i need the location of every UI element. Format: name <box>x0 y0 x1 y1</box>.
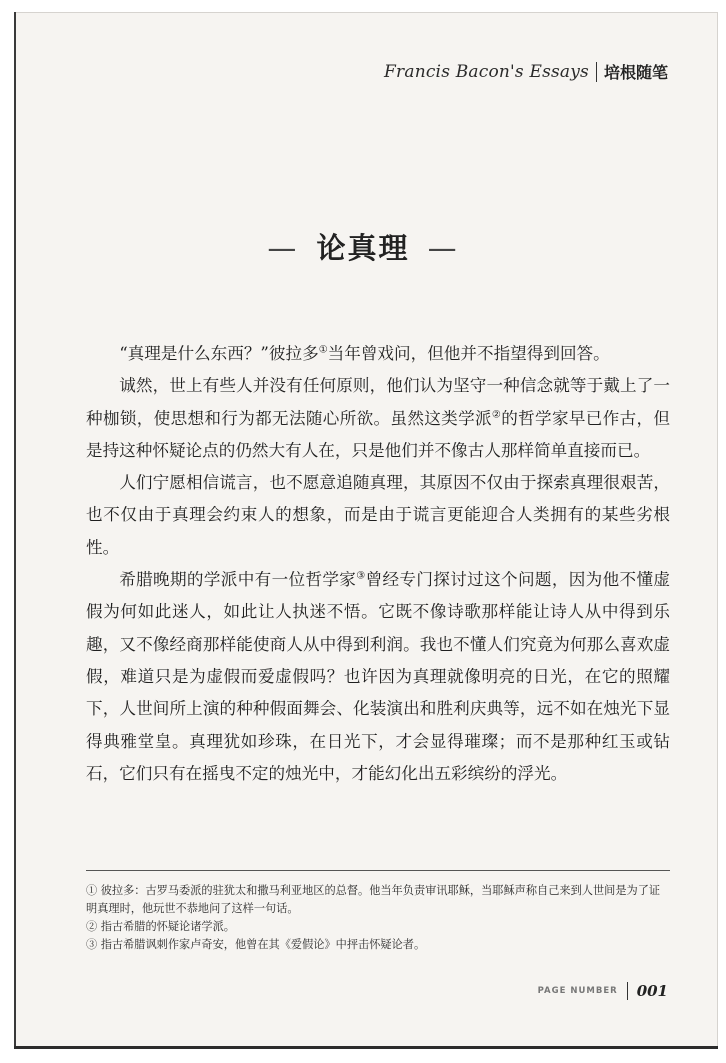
paragraph-text: 诚然，世上有些人并没有任何原则，他们认为坚守一种信念就等于戴上了一种枷锁，使思想和行为都无法随心所欲。虽然这类学派 <box>86 376 670 428</box>
footnote-1: ① 彼拉多：古罗马委派的驻犹太和撒马利亚地区的总督。他当年负责审讯耶稣，当耶稣声称自己来到人世间是为了证明真理时，他玩世不恭地问了这样一句话。 <box>86 884 661 915</box>
page-left-edge <box>14 12 16 1049</box>
footnotes <box>86 882 670 954</box>
page-number-label: PAGE NUMBER <box>537 986 618 996</box>
paragraph-text: “真理是什么东西？”彼拉多 <box>119 344 319 363</box>
footnote-ref-2: ② <box>491 409 502 421</box>
page-bottom-edge <box>14 1046 718 1049</box>
paragraph-3 <box>86 467 670 564</box>
paragraph-text: 希腊晚期的学派中有一位哲学家 <box>119 570 357 590</box>
paragraph-text: 的哲学家早已作古，但是持这种怀疑论点的仍然大有人在，只是他们并不像古人那样简单直接而已。 <box>86 408 671 460</box>
chapter-title <box>0 226 726 267</box>
paragraph-1 <box>86 338 670 370</box>
footnote-3: ③ 指古希腊讽刺作家卢奇安，他曾在其《爱假论》中抨击怀疑论者。 <box>86 938 426 951</box>
paragraph-text: 曾经专门探讨过这个问题，因为他不懂虚假为何如此迷人，如此让人执迷不悟。它既不像诗歌那样能让诗人从中得到乐趣，又不像经商那样能使商人从中得到利润。我也不懂人们究竟为何那么喜欢虚假，难道只是为虚假而爱虚假吗？也许因为真理就像明亮的日光，在它的照耀下，人世间所上演的种种假面舞会、化装演出和胜利庆典等，远不如在烛光下显得典雅堂皇。真理犹如珍珠，在日光下，才会显得璀璨；而不是那种红玉或钻石，它们只有在摇曳不定的烛光中，才能幻化出五彩缤纷的浮光。 <box>86 570 671 783</box>
running-head <box>384 60 668 83</box>
title-dash-right: — <box>427 231 459 265</box>
page-number-divider <box>627 982 628 1000</box>
paragraph-2 <box>86 370 670 467</box>
footnote-ref-3: ③ <box>356 570 366 582</box>
paragraph-text: 人们宁愿相信谎言，也不愿意追随真理，其原因不仅由于探索真理很艰苦，也不仅由于真理会约束人的想象，而是由于谎言更能迎合人类拥有的某些劣根性。 <box>86 473 670 557</box>
essay-body <box>86 338 670 790</box>
footnote-divider <box>86 870 670 871</box>
running-head-divider <box>596 62 597 82</box>
footnote-2: ② 指古希腊的怀疑论诸学派。 <box>86 920 235 933</box>
paragraph-text: 当年曾戏问，但他并不指望得到回答。 <box>327 344 610 363</box>
paragraph-4 <box>86 564 670 790</box>
chapter-title-text: 论真理 <box>316 231 410 265</box>
book-english-title: Francis Bacon's Essays <box>384 61 589 82</box>
title-dash-left: — <box>267 231 299 265</box>
footnote-ref-1: ① <box>318 344 328 356</box>
page-number: 001 <box>636 982 668 1000</box>
book-chinese-title: 培根随笔 <box>603 63 668 82</box>
page-number-footer <box>538 982 668 1000</box>
